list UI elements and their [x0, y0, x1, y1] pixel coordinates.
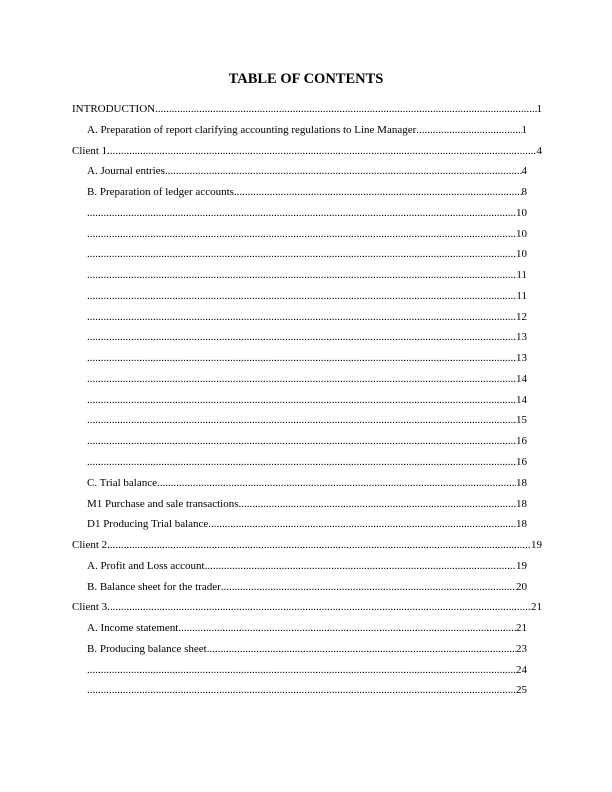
- dot-leader: [87, 410, 516, 431]
- toc-entry[interactable]: [87, 327, 527, 348]
- toc-entry[interactable]: [72, 99, 542, 120]
- dot-leader: [416, 120, 521, 141]
- toc-page-number: 11: [516, 269, 527, 282]
- toc-page-number: 10: [516, 248, 527, 261]
- dot-leader: [234, 182, 522, 203]
- toc-page-number: 10: [516, 227, 527, 240]
- dot-leader: [107, 535, 531, 556]
- dot-leader: [157, 473, 516, 494]
- dot-leader: [178, 618, 516, 639]
- toc-page-number: 18: [516, 518, 527, 531]
- dot-leader: [107, 597, 531, 618]
- toc-entry[interactable]: [87, 182, 527, 203]
- dot-leader: [87, 680, 516, 701]
- toc-entry[interactable]: [87, 244, 527, 265]
- toc-entry-label: A. Journal entries: [87, 165, 165, 178]
- dot-leader: [87, 224, 516, 245]
- toc-entry[interactable]: [87, 556, 527, 577]
- toc-entry-label: A. Income statement: [87, 622, 179, 635]
- toc-page-number: 11: [516, 289, 527, 302]
- toc-entry-label: D1 Producing Trial balance: [87, 518, 209, 531]
- toc-entry-label: B. Preparation of ledger accounts: [87, 186, 234, 199]
- toc-page-number: 10: [516, 206, 527, 219]
- dot-leader: [87, 431, 516, 452]
- dot-leader: [87, 390, 516, 411]
- dot-leader: [87, 286, 516, 307]
- toc-entry[interactable]: [87, 452, 527, 473]
- toc-entry[interactable]: [87, 577, 527, 598]
- toc-page-number: 20: [516, 580, 527, 593]
- toc-page-number: 8: [521, 186, 527, 199]
- dot-leader: [207, 639, 516, 660]
- toc-entry[interactable]: [87, 120, 527, 141]
- toc-page-number: 13: [516, 352, 527, 365]
- dot-leader: [87, 327, 516, 348]
- toc-page-number: 21: [516, 622, 527, 635]
- toc-entry[interactable]: [87, 203, 527, 224]
- dot-leader: [107, 141, 536, 162]
- dot-leader: [87, 348, 516, 369]
- toc-page-number: 25: [516, 684, 527, 697]
- toc-page-number: 16: [516, 435, 527, 448]
- dot-leader: [239, 494, 516, 515]
- toc-entry[interactable]: [87, 410, 527, 431]
- toc-page-number: 1: [521, 123, 527, 136]
- toc-page-number: 15: [516, 414, 527, 427]
- toc-entry[interactable]: [87, 369, 527, 390]
- toc-page-number: 18: [516, 476, 527, 489]
- toc-entry[interactable]: [87, 618, 527, 639]
- toc-page-number: 4: [521, 165, 527, 178]
- toc-page-number: 18: [516, 497, 527, 510]
- dot-leader: [205, 556, 516, 577]
- toc-entry[interactable]: [87, 348, 527, 369]
- toc-entry[interactable]: [87, 473, 527, 494]
- toc-page-number: 14: [516, 372, 527, 385]
- toc-page-number: 14: [516, 393, 527, 406]
- toc-entry-label: B. Producing balance sheet: [87, 642, 207, 655]
- toc-page-number: 16: [516, 456, 527, 469]
- dot-leader: [87, 307, 516, 328]
- dot-leader: [87, 244, 516, 265]
- toc-entry-label: Client 2: [72, 539, 108, 552]
- toc-page-number: 13: [516, 331, 527, 344]
- dot-leader: [165, 161, 522, 182]
- toc-entry[interactable]: [87, 514, 527, 535]
- dot-leader: [155, 99, 536, 120]
- dot-leader: [87, 203, 516, 224]
- toc-entry[interactable]: [87, 680, 527, 701]
- toc-entry[interactable]: [72, 597, 542, 618]
- toc-entry[interactable]: [87, 431, 527, 452]
- table-of-contents: [72, 99, 542, 701]
- toc-page-number: 19: [531, 539, 542, 552]
- dot-leader: [87, 452, 516, 473]
- toc-entry[interactable]: [87, 265, 527, 286]
- toc-entry[interactable]: [87, 390, 527, 411]
- toc-entry[interactable]: [87, 639, 527, 660]
- toc-entry[interactable]: [87, 224, 527, 245]
- toc-page-number: 19: [516, 559, 527, 572]
- dot-leader: [87, 265, 516, 286]
- dot-leader: [87, 660, 516, 681]
- dot-leader: [208, 514, 516, 535]
- toc-entry[interactable]: [87, 286, 527, 307]
- toc-entry-label: INTRODUCTION: [72, 103, 156, 115]
- toc-page-number: 21: [531, 601, 542, 614]
- toc-entry-label: M1 Purchase and sale transactions: [87, 497, 239, 510]
- toc-page-number: 4: [536, 144, 542, 157]
- dot-leader: [87, 369, 516, 390]
- toc-entry-label: B. Balance sheet for the trader: [87, 580, 221, 593]
- toc-entry[interactable]: [72, 535, 542, 556]
- toc-entry-label: Client 1: [72, 144, 108, 157]
- toc-entry[interactable]: [87, 660, 527, 681]
- toc-entry[interactable]: [72, 141, 542, 162]
- toc-entry-label: C. Trial balance: [87, 476, 157, 489]
- toc-title: TABLE OF CONTENTS: [228, 71, 384, 87]
- toc-page-number: 23: [516, 642, 527, 655]
- toc-page-number: 24: [516, 663, 527, 676]
- toc-entry[interactable]: [87, 307, 527, 328]
- toc-entry-label: A. Preparation of report clarifying accounting regulations to Line Manager: [87, 123, 417, 136]
- toc-entry-label: Client 3: [72, 601, 108, 614]
- toc-page-number: 1: [536, 103, 542, 115]
- toc-entry[interactable]: [87, 494, 527, 515]
- toc-page-number: 12: [516, 310, 527, 323]
- toc-entry[interactable]: [87, 161, 527, 182]
- dot-leader: [221, 577, 516, 598]
- toc-entry-label: A. Profit and Loss account: [87, 559, 205, 572]
